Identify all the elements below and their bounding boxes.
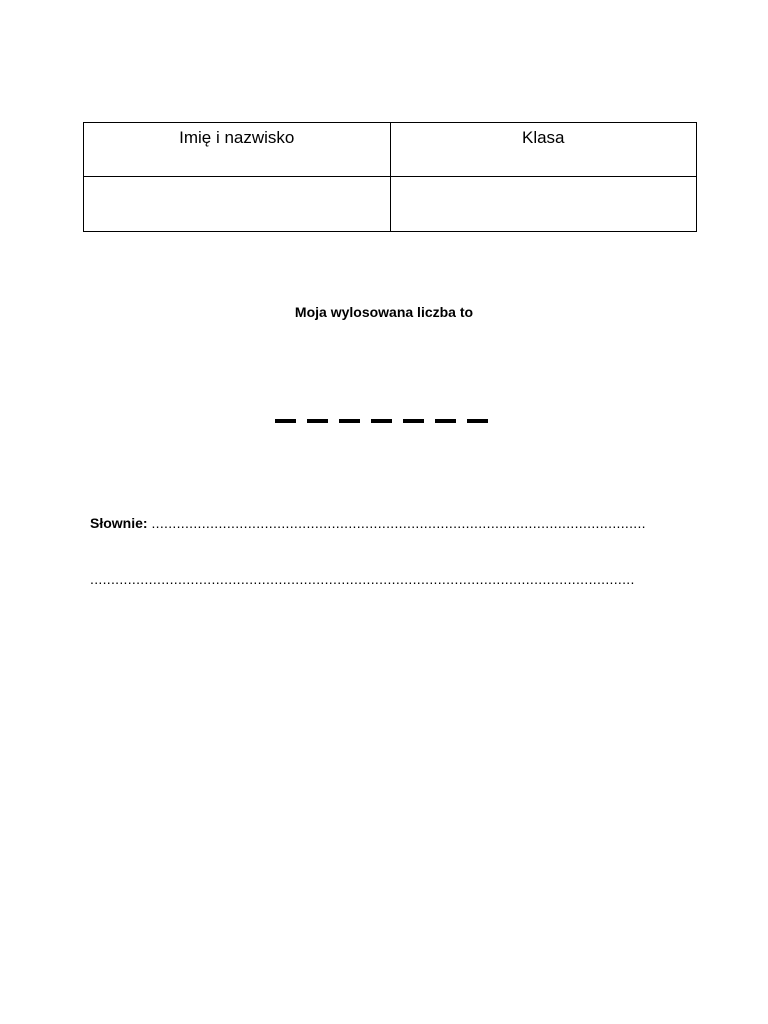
digit-slot[interactable] (371, 419, 392, 423)
student-info-table (83, 122, 697, 232)
class-field[interactable] (390, 177, 697, 232)
words-label: Słownie: (90, 515, 148, 531)
words-line-1 (90, 514, 660, 532)
digit-slot[interactable] (467, 419, 488, 423)
digit-slot[interactable] (307, 419, 328, 423)
words-line-2 (90, 570, 660, 588)
table-header-row (84, 123, 697, 177)
words-dots-2[interactable]: .................................................................................................................................. (90, 571, 635, 587)
words-dots-1[interactable]: ...................................................................................................................... (151, 515, 646, 531)
name-header: Imię i nazwisko (84, 123, 391, 177)
table-value-row (84, 177, 697, 232)
class-header: Klasa (390, 123, 697, 177)
digit-slot[interactable] (339, 419, 360, 423)
digit-slot[interactable] (403, 419, 424, 423)
digit-slot[interactable] (275, 419, 296, 423)
name-field[interactable] (84, 177, 391, 232)
number-heading: Moja wylosowana liczba to (294, 304, 474, 320)
digit-slot[interactable] (435, 419, 456, 423)
digit-slots (275, 419, 488, 423)
